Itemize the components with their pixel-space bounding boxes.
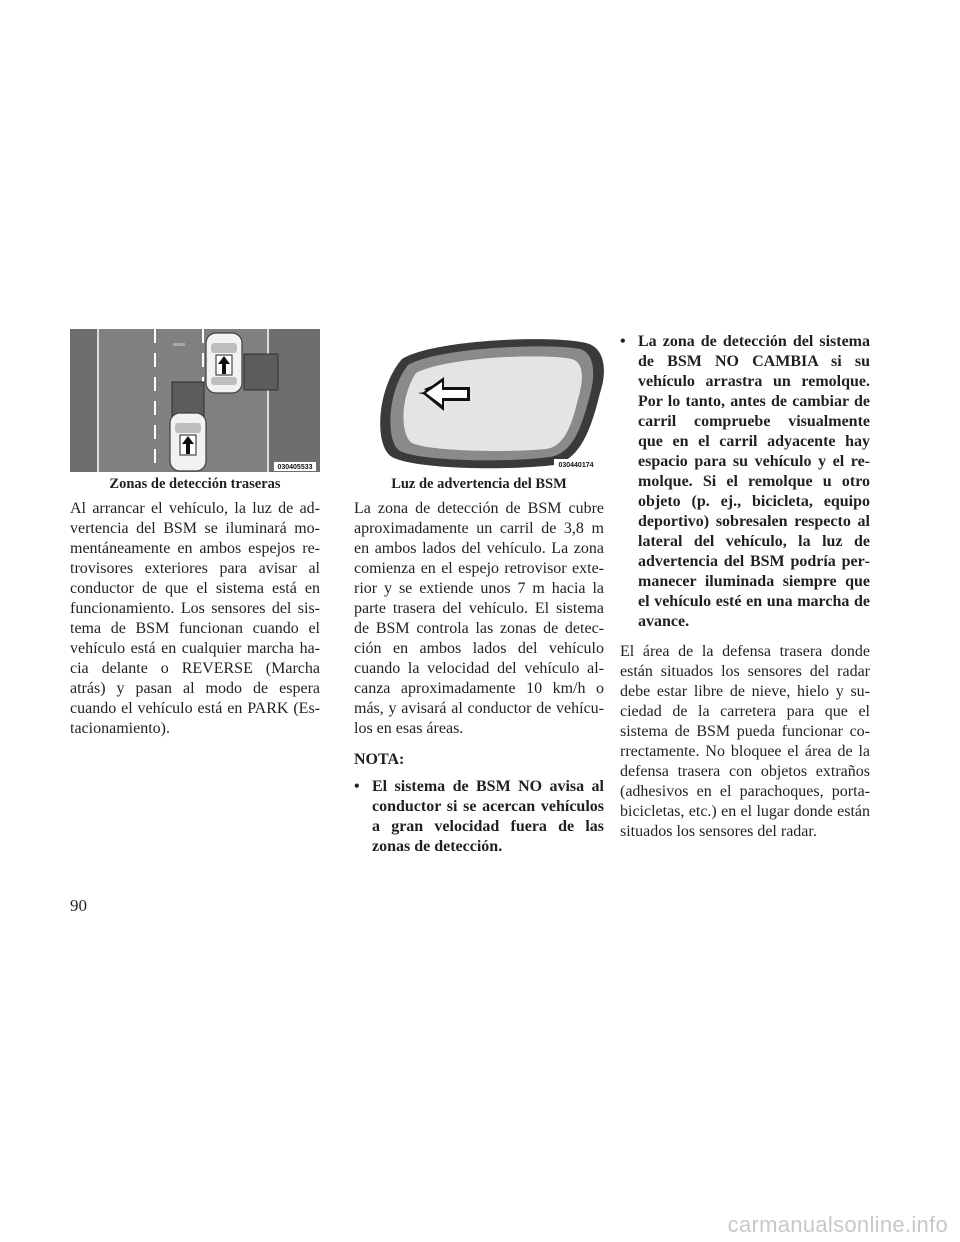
bullet-symbol: • bbox=[620, 333, 626, 350]
rear-zones-illustration bbox=[70, 329, 320, 472]
column-2 bbox=[354, 329, 604, 857]
figure-1-code: 030405533 bbox=[277, 464, 313, 471]
warning-bullet bbox=[354, 777, 604, 857]
figure-bsm-warning-light bbox=[354, 329, 604, 472]
bullet-symbol: • bbox=[354, 778, 360, 795]
figure-2-code: 030440174 bbox=[558, 462, 594, 469]
body-paragraph: Al arrancar el vehículo, la luz de advertencia del BSM se iluminará momentáneamente en ambos espejos retrovisores exteriores para avisar al conductor de que el sistema está en funcionamiento. Los sensores del sistema de BSM funcionan cuando el vehículo está en cualquier marcha hacia delante o REVERSE (Marcha atrás) y pasan al modo de espera cuando el vehículo está en PARK (Estacionamiento). bbox=[70, 500, 320, 737]
figure-1-caption: Zonas de detección traseras bbox=[109, 476, 281, 492]
watermark: carmanualsonline.info bbox=[727, 1212, 948, 1237]
column-3 bbox=[620, 332, 870, 842]
trailer-bullet bbox=[620, 332, 870, 632]
column-1 bbox=[70, 329, 320, 739]
note-label: NOTA: bbox=[354, 751, 405, 768]
figure-2-caption: Luz de advertencia del BSM bbox=[391, 476, 567, 492]
bullet-text: El sistema de BSM NO avisa al conductor si se acercan vehículos a gran velocidad fuera de las zonas de detección. bbox=[372, 778, 604, 855]
mirror-illustration bbox=[354, 329, 604, 472]
body-paragraph: La zona de detección de BSM cubre aproximadamente un carril de 3,8 m en ambos lados del vehículo. La zona comienza en el espejo retrovisor exterior y se extiende unos 7 m hacia la parte trasera del vehículo. El sistema de BSM controla las zonas de detección en ambos lados del vehículo cuando la velocidad del vehículo alcanza aproximadamente 10 km/h o más, y avisará al conductor de vehículos en esas áreas. bbox=[354, 500, 604, 737]
bullet-text: La zona de detección del sistema de BSM NO CAMBIA si su vehículo arrastra un remolque. Por lo tanto, antes de cambiar de carril compruebe visualmente que en el carril adyacente hay espacio para su vehículo y el remolque. Si el remolque u otro objeto (p. ej., bicicleta, equipo deportivo) sobresalen respecto al lateral del vehículo, la luz de advertencia del BSM podría permanecer iluminada siempre que el vehículo esté en una marcha de avance. bbox=[638, 333, 870, 630]
page-number: 90 bbox=[70, 896, 87, 915]
figure-rear-detection-zones bbox=[70, 329, 320, 472]
body-paragraph: El área de la defensa trasera donde están situados los sensores del radar debe estar libre de nieve, hielo y suciedad de la carretera para que el sistema de BSM pueda funcionar correctamente. No bloquee el área de la defensa trasera con objetos extraños (adhesivos en el parachoques, portabicicletas, etc.) en el lugar donde están situados los sensores del radar. bbox=[620, 643, 870, 840]
